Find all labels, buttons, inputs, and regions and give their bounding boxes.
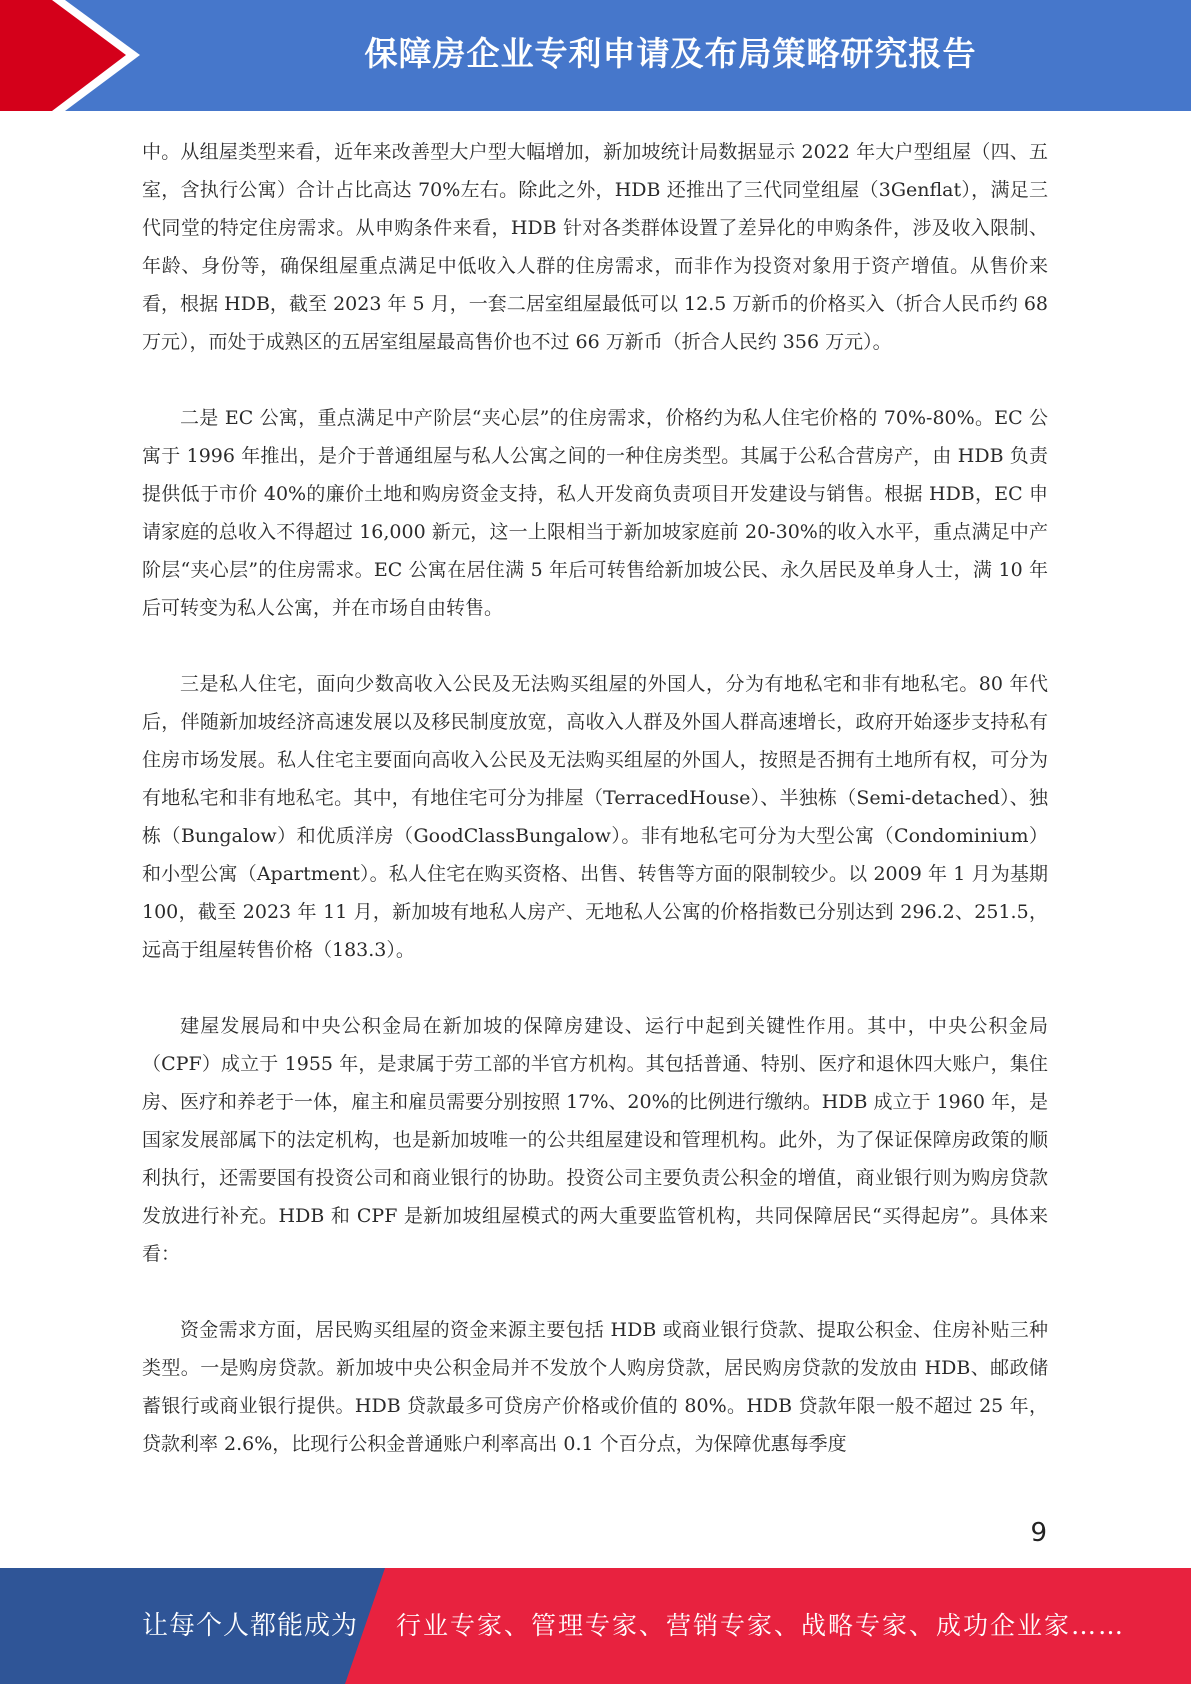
page-footer — [0, 1568, 1191, 1684]
paragraph-continuation: 中。从组屋类型来看，近年来改善型大户型大幅增加，新加坡统计局数据显示 2022 年大户型组屋（四、五室，含执行公寓）合计占比高达 70%左右。除此之外，HDB 还推出了三代同堂组屋（3Genflat），满足三代同堂的特定住房需求。从申购条件来看，HDB 针对各类群体设置了差异化的申购条件，涉及收入限制、年龄、身份等，确保组屋重点满足中低收入人群的住房需求，而非作为投资对象用于资产增值。从售价来看，根据 HDB，截至 2023 年 5 月，一套二居室组屋最低可以 12.5 万新币的价格买入（折合人民币约 68 万元），而处于成熟区的五居室组屋最高售价也不过 66 万新币（折合人民约 356 万元）。 — [142, 141, 1048, 353]
paragraph-private-housing: 三是私人住宅，面向少数高收入公民及无法购买组屋的外国人，分为有地私宅和非有地私宅。80 年代后，伴随新加坡经济高速发展以及移民制度放宽，高收入人群及外国人群高速增长，政府开始逐步支持私有住房市场发展。私人住宅主要面向高收入公民及无法购买组屋的外国人，按照是否拥有土地所有权，可分为有地私宅和非有地私宅。其中，有地住宅可分为排屋（TerracedHouse）、半独栋（Semi-detached）、独栋（Bungalow）和优质洋房（GoodClassBungalow）。非有地私宅可分为大型公寓（Condominium）和小型公寓（Apartment）。私人住宅在购买资格、出售、转售等方面的限制较少。以 2009 年 1 月为基期 100，截至 2023 年 11 月，新加坡有地私人房产、无地私人公寓的价格指数已分别达到 296.2、251.5，远高于组屋转售价格（183.3）。 — [142, 673, 1048, 961]
body-text — [142, 133, 1048, 1501]
red-chevron-icon — [0, 0, 160, 111]
paragraph-hdb-cpf: 建屋发展局和中央公积金局在新加坡的保障房建设、运行中起到关键性作用。其中，中央公积金局（CPF）成立于 1955 年，是隶属于劳工部的半官方机构。其包括普通、特别、医疗和退休四大账户，集住房、医疗和养老于一体，雇主和雇员需要分别按照 17%、20%的比例进行缴纳。HDB 成立于 1960 年，是国家发展部属下的法定机构，也是新加坡唯一的公共组屋建设和管理机构。此外，为了保证保障房政策的顺利执行，还需要国有投资公司和商业银行的协助。投资公司主要负责公积金的增值，商业银行则为购房贷款发放进行补充。HDB 和 CPF 是新加坡组屋模式的两大重要监管机构，共同保障居民“买得起房”。具体来看： — [142, 1015, 1048, 1265]
page-number: 9 — [1030, 1518, 1047, 1548]
paragraph-ec-apartment: 二是 EC 公寓，重点满足中产阶层“夹心层”的住房需求，价格约为私人住宅价格的 70%-80%。EC 公寓于 1996 年推出，是介于普通组屋与私人公寓之间的一种住房类型。其属于公私合营房产，由 HDB 负责提供低于市价 40%的廉价土地和购房资金支持，私人开发商负责项目开发建设与销售。根据 HDB，EC 申请家庭的总收入不得超过 16,000 新元，这一上限相当于新加坡家庭前 20-30%的收入水平，重点满足中产阶层“夹心层”的住房需求。EC 公寓在居住满 5 年后可转售给新加坡公民、永久居民及单身人士，满 10 年后可转变为私人公寓，并在市场自由转售。 — [142, 407, 1048, 619]
page-header — [0, 0, 1191, 111]
report-title: 保障房企业专利申请及布局策略研究报告 — [364, 34, 977, 73]
paragraph-funding: 资金需求方面，居民购买组屋的资金来源主要包括 HDB 或商业银行贷款、提取公积金、住房补贴三种类型。一是购房贷款。新加坡中央公积金局并不发放个人购房贷款，居民购房贷款的发放由 HDB、邮政储蓄银行或商业银行提供。HDB 贷款最多可贷房产价格或价值的 80%。HDB 贷款年限一般不超过 25 年，贷款利率 2.6%，比现行公积金普通账户利率高出 0.1 个百分点，为保障优惠每季度 — [142, 1319, 1048, 1455]
footer-slogan-right: 行业专家、管理专家、营销专家、战略专家、成功企业家…… — [396, 1611, 1126, 1640]
footer-slogan-left: 让每个人都能成为 — [142, 1611, 359, 1641]
